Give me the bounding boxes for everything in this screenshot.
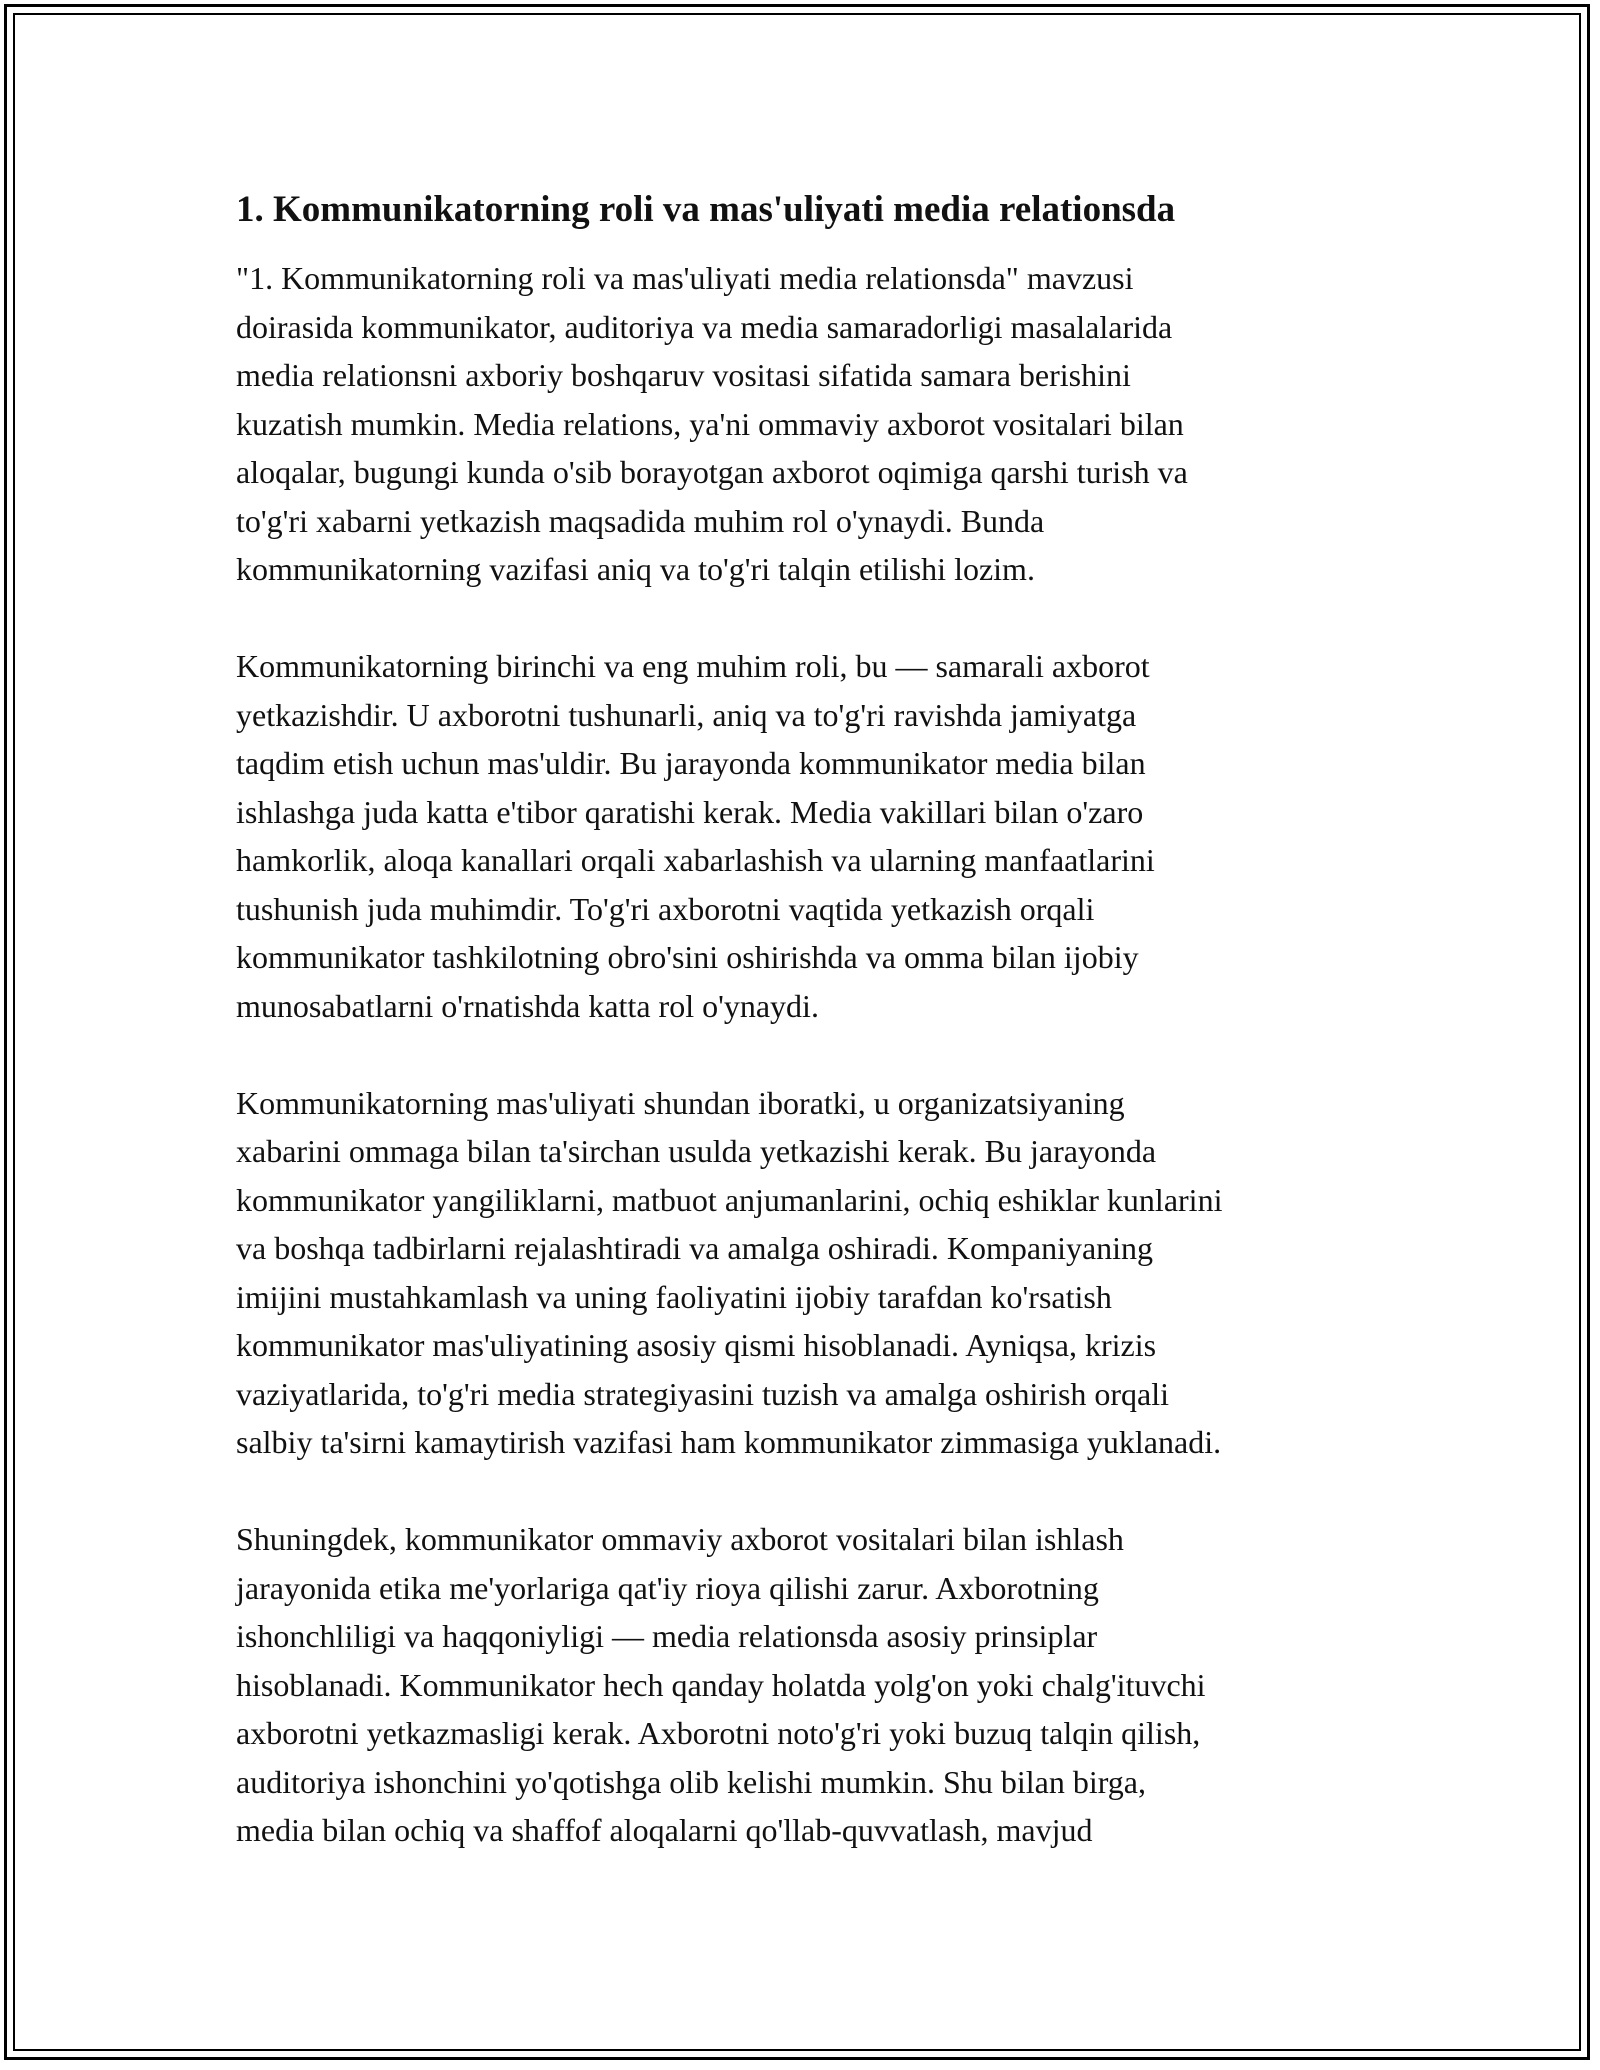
text-line: vaziyatlarida, to'g'ri media strategiyasini tuzish va amalga oshirish orqali <box>236 1375 1170 1412</box>
text-line: to'g'ri xabarni yetkazish maqsadida muhim rol o'ynaydi. Bunda <box>236 502 1045 539</box>
text-line: va boshqa tadbirlarni rejalashtiradi va amalga oshiradi. Kompaniyaning <box>236 1230 1154 1266</box>
text-line: munosabatlarni o'rnatishda katta rol o'ynaydi. <box>236 987 819 1024</box>
text-line: aloqalar, bugungi kunda o'sib borayotgan axborot oqimiga qarshi turish va <box>236 454 1188 490</box>
text-line: salbiy ta'sirni kamaytirish vazifasi ham kommunikator zimmasiga yuklanadi. <box>236 1424 1222 1460</box>
text-line: Kommunikatorning mas'uliyati shundan iboratki, u organizatsiyaning <box>236 1084 1125 1121</box>
text-line: kommunikator yangiliklarni, matbuot anjumanlarini, ochiq eshiklar kunlarini <box>236 1181 1223 1218</box>
text-line: axborotni yetkazmasligi kerak. Axborotni noto'g'ri yoki buzuq talqin qilish, <box>236 1715 1201 1751</box>
text-line: tushunish juda muhimdir. To'g'ri axborotni vaqtida yetkazish orqali <box>236 890 1095 927</box>
document-body <box>236 186 1376 1903</box>
text-line: kuzatish mumkin. Media relations, ya'ni ommaviy axborot vositalari bilan <box>236 405 1184 442</box>
text-line: media bilan ochiq va shaffof aloqalarni qo'llab-quvvatlash, mavjud <box>236 1812 1093 1848</box>
text-line: kommunikatorning vazifasi aniq va to'g'ri talqin etilishi lozim. <box>236 551 1035 587</box>
text-line: ishonchliligi va haqqoniyligi — media relationsda asosiy prinsiplar <box>236 1618 1098 1654</box>
paragraph-1 <box>236 254 1376 594</box>
text-line: ishlashga juda katta e'tibor qaratishi kerak. Media vakillari bilan o'zaro <box>236 793 1144 830</box>
text-line: Shuningdek, kommunikator ommaviy axborot vositalari bilan ishlash <box>236 1521 1124 1557</box>
text-line: imijini mustahkamlash va uning faoliyatini ijobiy tarafdan ko'rsatish <box>236 1278 1112 1315</box>
text-line: Kommunikatorning birinchi va eng muhim roli, bu — samarali axborot <box>236 648 1150 684</box>
text-line: auditoriya ishonchini yo'qotishga olib kelishi mumkin. Shu bilan birga, <box>236 1763 1146 1800</box>
text-line: hamkorlik, aloqa kanallari orqali xabarlashish va ularning manfaatlarini <box>236 842 1155 878</box>
text-line: media relationsni axboriy boshqaruv vositasi sifatida samara berishini <box>236 357 1131 393</box>
text-line: xabarini ommaga bilan ta'sirchan usulda yetkazishi kerak. Bu jarayonda <box>236 1133 1157 1169</box>
text-line: "1. Kommunikatorning roli va mas'uliyati media relationsda" mavzusi <box>236 260 1134 296</box>
text-line: taqdim etish uchun mas'uldir. Bu jarayonda kommunikator media bilan <box>236 745 1146 781</box>
text-line: jarayonida etika me'yorlariga qat'iy rioya qilishi zarur. Axborotning <box>236 1569 1099 1606</box>
text-line: yetkazishdir. U axborotni tushunarli, aniq va to'g'ri ravishda jamiyatga <box>236 696 1137 733</box>
paragraph-3 <box>236 1079 1376 1467</box>
paragraph-4 <box>236 1515 1376 1855</box>
paragraph-2 <box>236 642 1376 1030</box>
text-line: doirasida kommunikator, auditoriya va media samaradorligi masalalarida <box>236 308 1173 345</box>
text-line: kommunikator tashkilotning obro'sini oshirishda va omma bilan ijobiy <box>236 939 1139 975</box>
text-line: kommunikator mas'uliyatining asosiy qismi hisoblanadi. Ayniqsa, krizis <box>236 1327 1157 1363</box>
document-title: 1. Kommunikatorning roli va mas'uliyati media relationsda <box>236 189 1176 230</box>
text-line: hisoblanadi. Kommunikator hech qanday holatda yolg'on yoki chalg'ituvchi <box>236 1666 1206 1703</box>
